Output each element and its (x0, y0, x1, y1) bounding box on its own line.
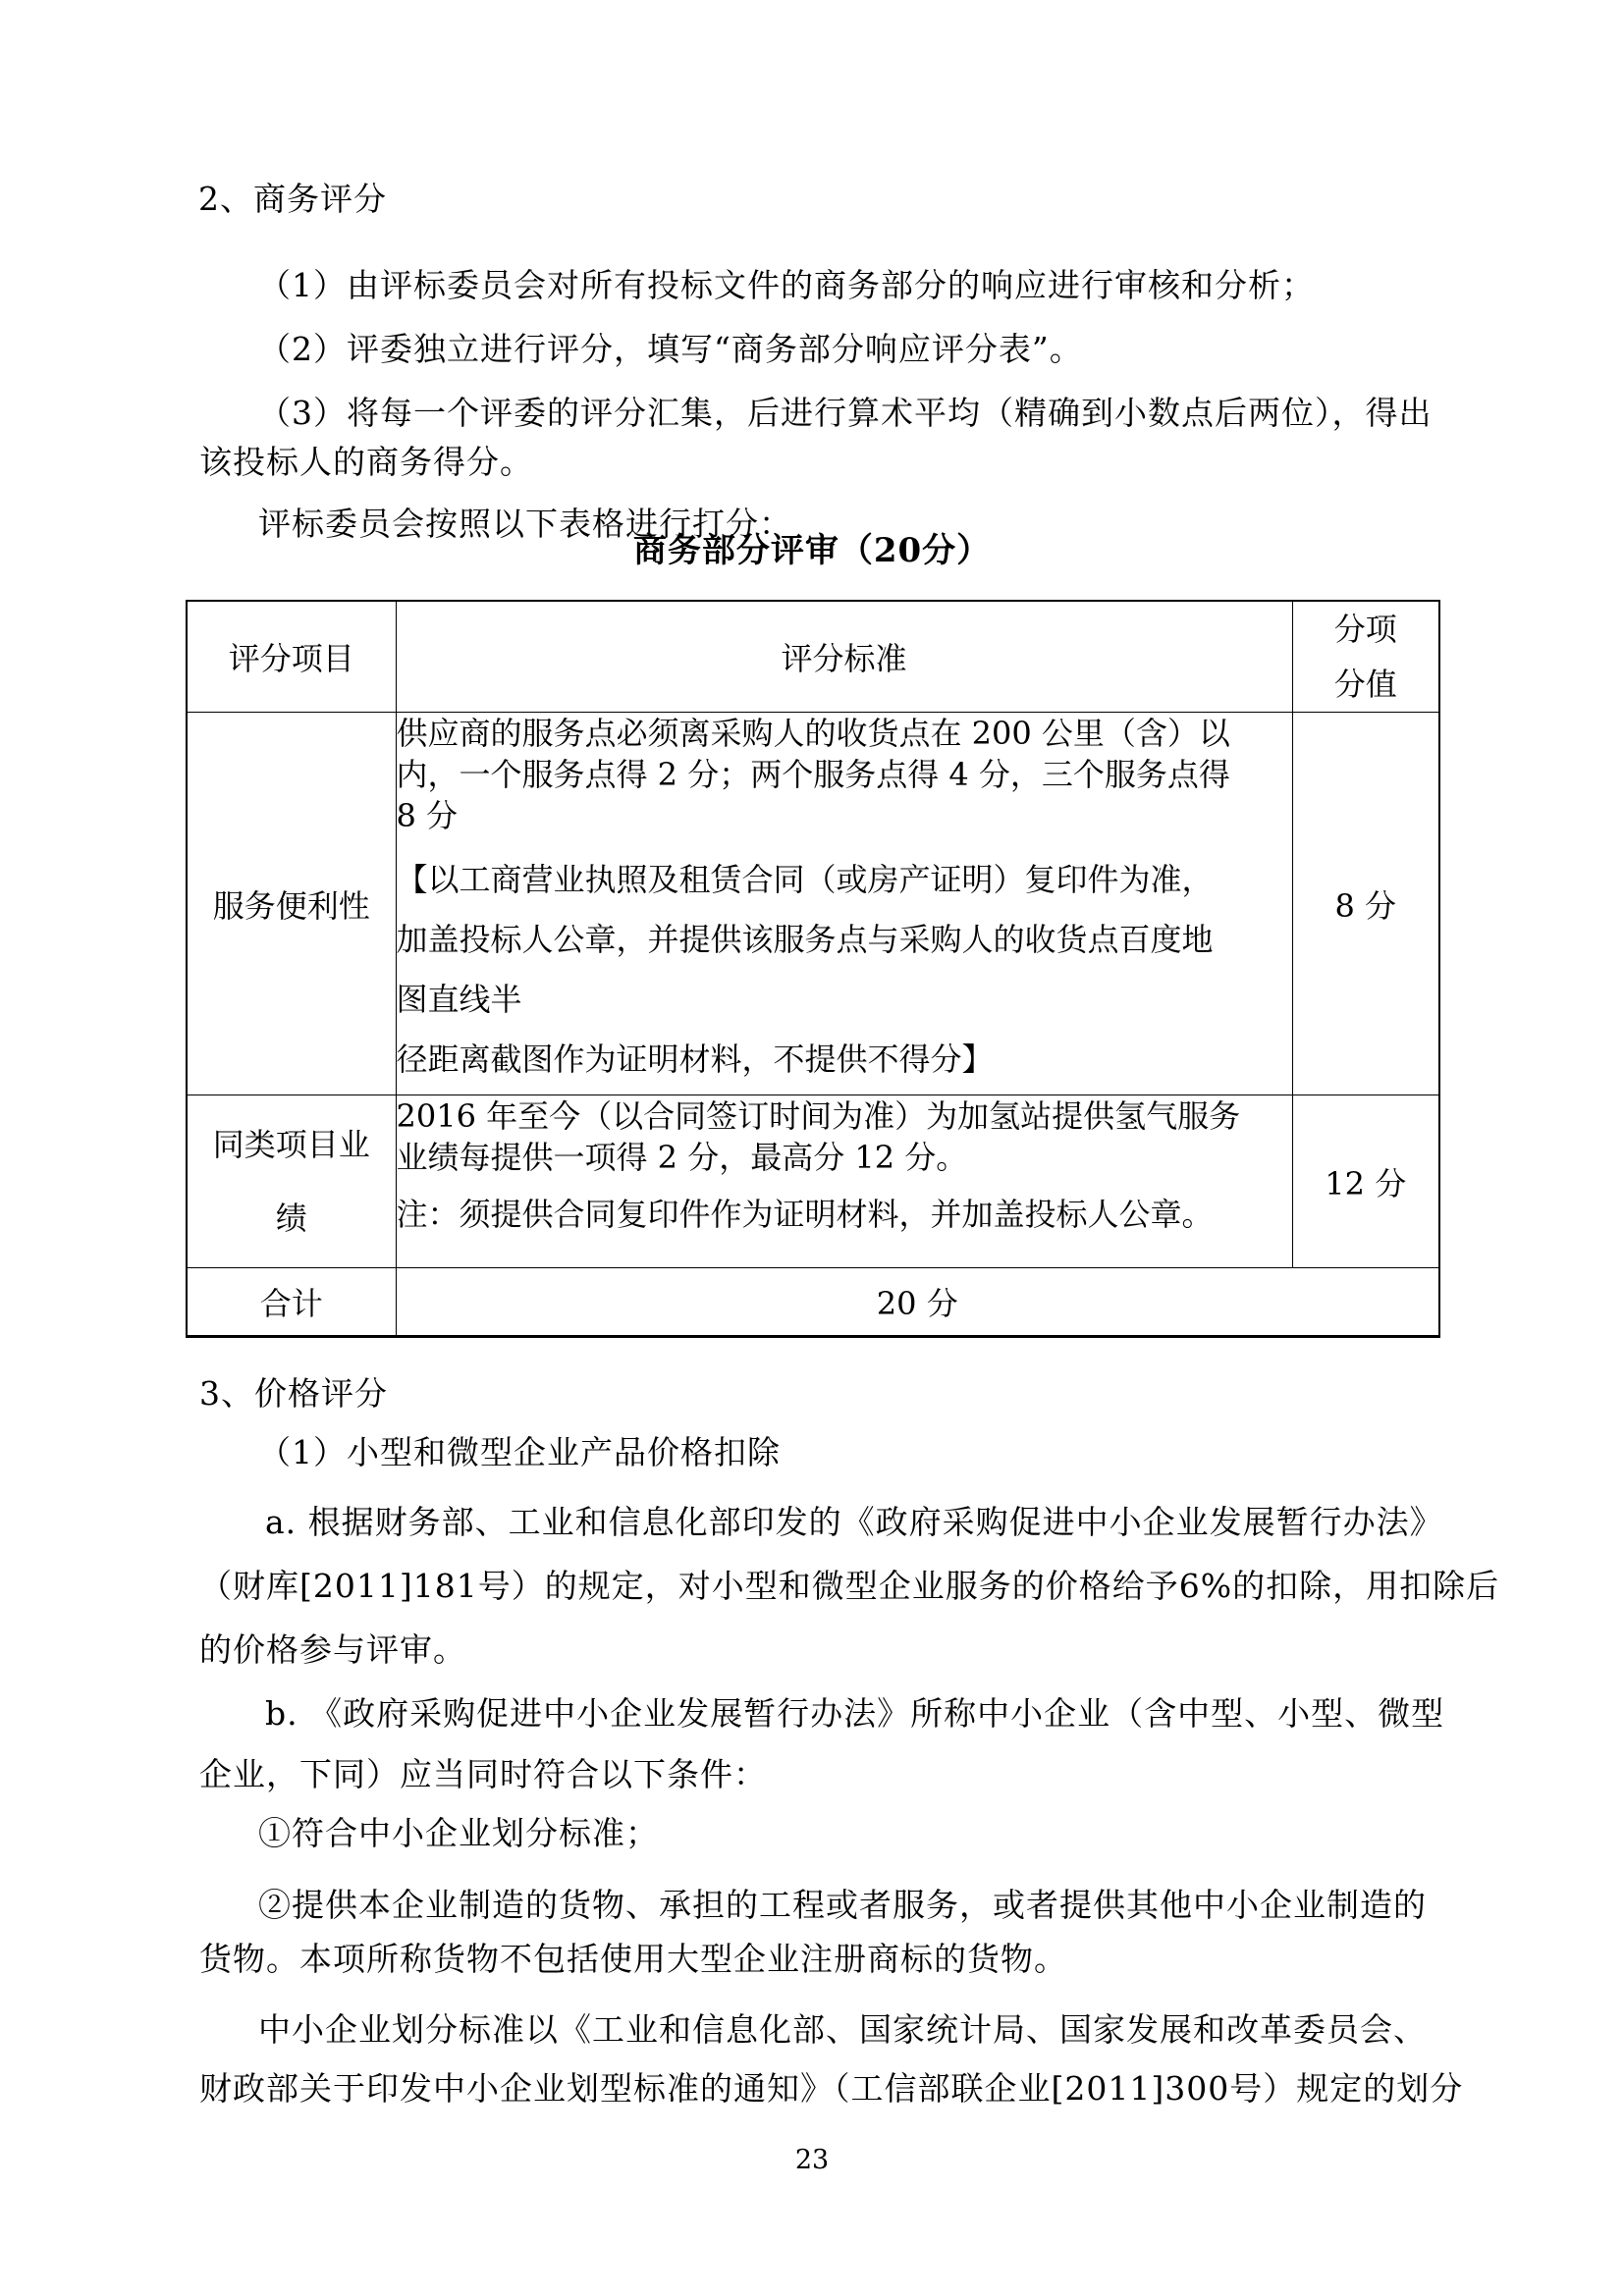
business-scoring-item-3-continuation: 该投标人的商务得分。 (199, 443, 533, 481)
row1-score-cell: 8 分 (1292, 713, 1439, 1095)
header-cell-criteria: 评分标准 (396, 601, 1292, 713)
price-line-2: a. 根据财务部、工业和信息化部印发的《政府采购促进中小企业发展暂行办法》 (265, 1503, 1443, 1541)
row2-score-cell: 12 分 (1292, 1095, 1439, 1268)
row1-criteria-main: 供应商的服务点必须离采购人的收货点在 200 公里（含）以 内，一个服务点得 2 分；两个服务点得 4 分，三个服务点得 8 分 (396, 715, 1230, 834)
table-row-total (187, 1268, 1439, 1337)
row2-item-cell: 同类项目业 绩 (187, 1095, 396, 1268)
row2-criteria-main: 2016 年至今（以合同签订时间为准）为加氢站提供氢气服务 业绩每提供一项得 2 分，最高分 12 分。 (396, 1097, 1241, 1176)
business-scoring-item-3: （3）将每一个评委的评分汇集，后进行算术平均（精确到小数点后两位），得出 (258, 394, 1433, 432)
price-line-10: 中小企业划分标准以《工业和信息化部、国家统计局、国家发展和改革委员会、 (258, 2010, 1427, 2049)
table-header-row (187, 601, 1439, 713)
table-row-service-convenience (187, 713, 1439, 1095)
business-score-table (186, 600, 1440, 1338)
price-line-8: ②提供本企业制造的货物、承担的工程或者服务，或者提供其他中小企业制造的 (258, 1886, 1427, 1924)
price-line-4: 的价格参与评审。 (199, 1630, 466, 1669)
row1-criteria-cell (396, 713, 1292, 1095)
header-cell-score: 分项 分值 (1292, 601, 1439, 713)
business-scoring-item-1: （1）由评标委员会对所有投标文件的商务部分的响应进行审核和分析； (258, 266, 1315, 304)
row2-criteria-cell (396, 1095, 1292, 1268)
price-line-6: 企业，下同）应当同时符合以下条件： (199, 1755, 767, 1793)
row1-item-cell: 服务便利性 (187, 713, 396, 1095)
table-lead-in: 评标委员会按照以下表格进行打分： (258, 505, 792, 543)
header-cell-item: 评分项目 (187, 601, 396, 713)
price-line-1: （1）小型和微型企业产品价格扣除 (258, 1433, 781, 1471)
price-line-5: b. 《政府采购促进中小企业发展暂行办法》所称中小企业（含中型、小型、微型 (265, 1694, 1445, 1733)
score-table-title: 商务部分评审（20分） (632, 531, 992, 570)
price-line-9: 货物。本项所称货物不包括使用大型企业注册商标的货物。 (199, 1940, 1067, 1978)
business-scoring-item-2: （2）评委独立进行评分，填写“商务部分响应评分表”。 (258, 330, 1083, 368)
total-value-cell: 20 分 (396, 1268, 1439, 1337)
section-heading-business-scoring: 2、商务评分 (198, 180, 387, 218)
price-line-7: ①符合中小企业划分标准； (258, 1814, 659, 1852)
row2-criteria-note: 注：须提供合同复印件作为证明材料，并加盖投标人公章。 (396, 1196, 1214, 1233)
table-row-similar-project-record (187, 1095, 1439, 1268)
price-line-3: （财库[2011]181号）的规定，对小型和微型企业服务的价格给予6%的扣除，用扣除后 (199, 1567, 1500, 1605)
price-line-11: 财政部关于印发中小企业划型标准的通知》（工信部联企业[2011]300号）规定的划分 (199, 2069, 1464, 2108)
page-number: 23 (794, 2145, 830, 2175)
section-heading-price-scoring: 3、价格评分 (199, 1374, 388, 1413)
row1-criteria-note: 【以工商营业执照及租赁合同（或房产证明）复印件为准， 加盖投标人公章，并提供该服务点与采购人的收货点百度地 图直线半 径距离截图作为证明材料，不提供不得分】 (396, 861, 1214, 1078)
total-label-cell: 合计 (187, 1268, 396, 1337)
